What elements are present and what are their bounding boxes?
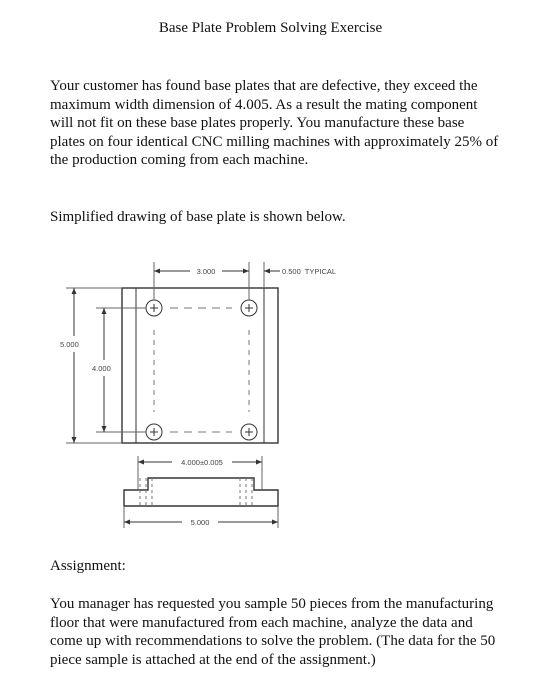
page-title: Base Plate Problem Solving Exercise — [158, 20, 383, 36]
plate-side-view-outline — [124, 478, 278, 506]
hole-top-right — [241, 300, 257, 316]
drawing-caption: Simplified drawing of base plate is shown below. — [50, 209, 346, 225]
assignment-body: You manager has requested you sample 50 pieces from the manufacturing floor that were manufactured from each machine, analyze the data and come up with recommendations to solve the problem. (The data for the 50 piece sample is attached at the end of the assignment.) — [50, 596, 496, 668]
plate-top-view-outline — [122, 288, 278, 443]
dim-hole-spacing: 3.000 — [196, 267, 216, 276]
dim-width-tolerance: 4.000±0.005 — [181, 458, 223, 467]
dim-overall-width: 5.000 — [190, 518, 210, 527]
dim-typical: 0.500 TYPICAL — [282, 267, 337, 276]
hole-bottom-left — [146, 424, 162, 440]
hole-top-left — [146, 300, 162, 316]
dim-height: 5.000 — [60, 340, 79, 349]
intro-paragraph: Your customer has found base plates that are defective, they exceed the maximum width dimension of 4.005. As a result the mating component will not fit on these base plates properly. You manufacture these base plates on four identical CNC milling machines with approximately 25% of the production coming from each machine. — [50, 78, 499, 169]
assignment-heading: Assignment: — [50, 558, 126, 574]
dim-inner-height: 4.000 — [92, 364, 111, 373]
hole-bottom-right — [241, 424, 257, 440]
